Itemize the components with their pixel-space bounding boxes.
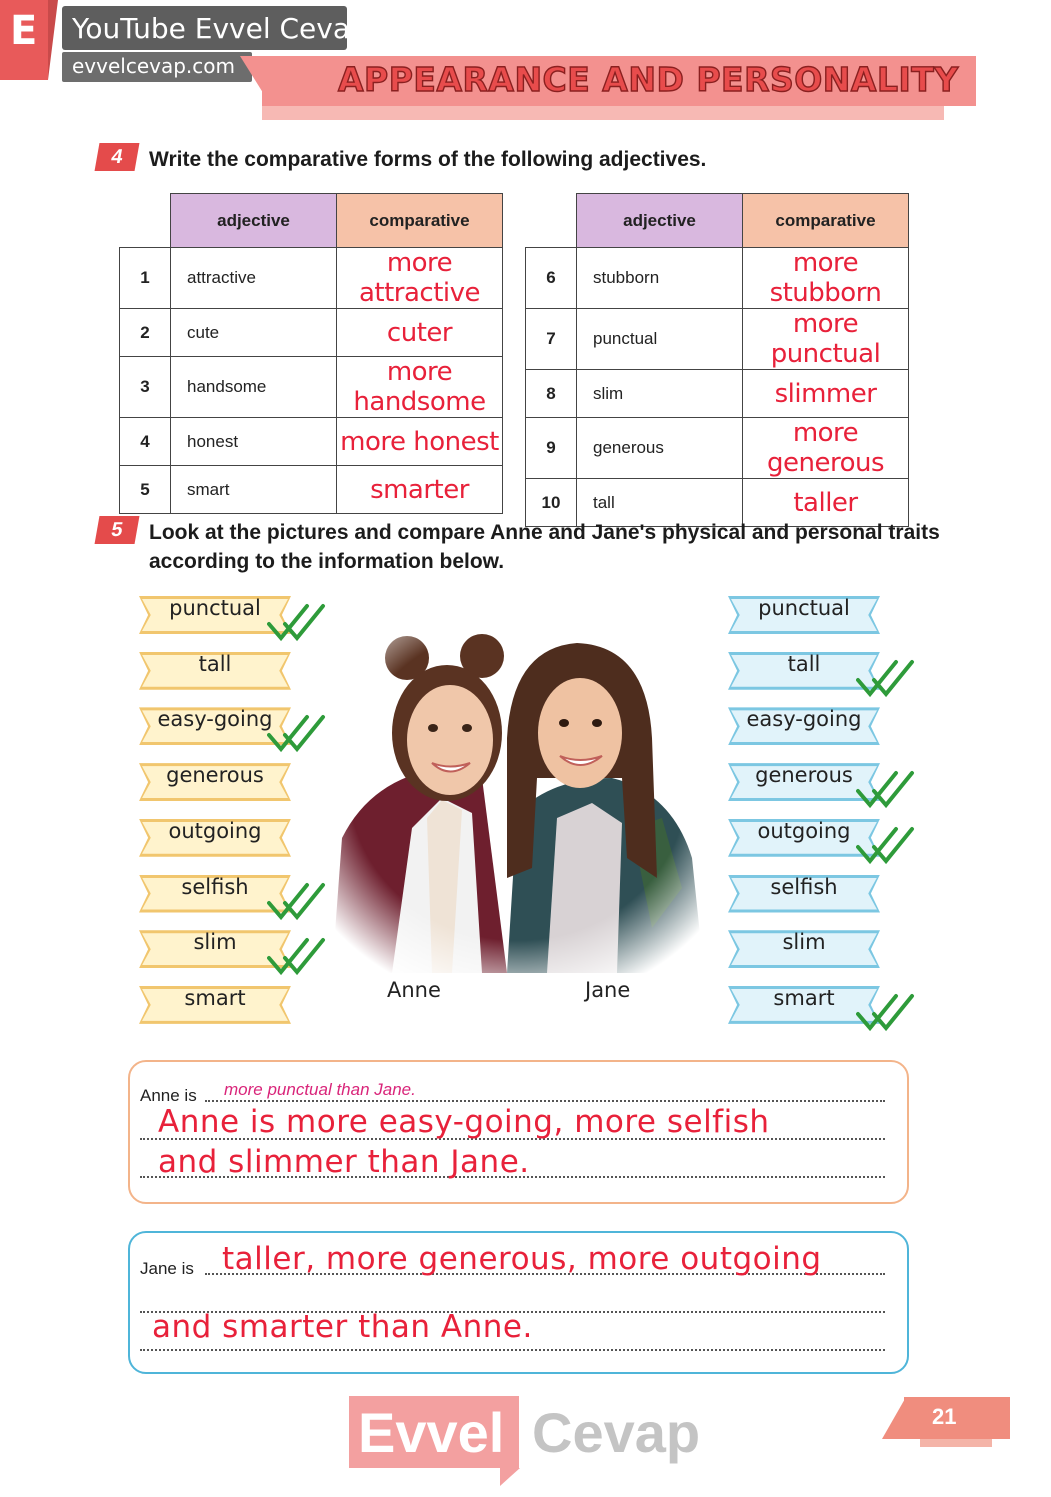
page-number-band (904, 1397, 1010, 1439)
jane-trait-tag (728, 875, 880, 913)
row-number: 10 (526, 479, 577, 527)
anne-trait-label: selfish (181, 874, 249, 899)
table-row (120, 418, 503, 466)
jane-answer-line1: taller, more generous, more outgoing (222, 1241, 822, 1277)
table-row (526, 370, 909, 418)
answer-line (205, 1100, 885, 1102)
anne-trait-tag (139, 763, 291, 801)
youtube-channel-label: YouTube Evvel Cevap (72, 12, 368, 45)
anne-trait-label: smart (184, 985, 246, 1010)
caption-anne: Anne (387, 978, 441, 1002)
exercise-5-instruction-line2: according to the information below. (149, 550, 505, 573)
footer-brand-left: Evvel (358, 1401, 505, 1464)
jane-trait-tag (728, 596, 880, 634)
row-number: 1 (120, 248, 171, 309)
adjective-cell: attractive (171, 248, 337, 309)
adjective-cell: tall (577, 479, 743, 527)
anne-answer-box (128, 1060, 909, 1204)
footer-brand-right: Cevap (532, 1401, 701, 1464)
row-number: 5 (120, 466, 171, 514)
table-row (120, 309, 503, 357)
table-row (526, 248, 909, 309)
table-row (120, 357, 503, 418)
row-number: 6 (526, 248, 577, 309)
anne-and-jane-photo (332, 628, 704, 973)
double-check-icon (267, 713, 327, 753)
comparative-table-left (119, 193, 503, 514)
col-header-comparative: comparative (337, 194, 503, 248)
anne-trait-label: outgoing (168, 818, 262, 843)
jane-trait-label: tall (787, 651, 821, 676)
anne-trait-tag (139, 819, 291, 857)
adjective-cell: cute (171, 309, 337, 357)
row-number: 4 (120, 418, 171, 466)
exercise-5-instruction-line1: Look at the pictures and compare Anne and Jane's physical and personal traits (149, 521, 940, 544)
table-row (526, 418, 909, 479)
anne-answer-line2: and slimmer than Jane. (158, 1144, 530, 1180)
row-number: 3 (120, 357, 171, 418)
row-number: 8 (526, 370, 577, 418)
logo-e-icon (0, 0, 48, 80)
exercise-5-number: 5 (95, 516, 140, 544)
jane-trait-label: punctual (758, 596, 850, 620)
page-band-edge (882, 1397, 906, 1439)
jane-trait-label: generous (755, 763, 853, 788)
double-check-icon (267, 881, 327, 921)
adjective-cell: generous (577, 418, 743, 479)
comparative-answer: more handsome (337, 357, 503, 418)
comparative-answer: more generous (743, 418, 909, 479)
caption-jane: Jane (585, 978, 631, 1002)
double-check-icon (856, 658, 916, 698)
jane-trait-label: selfish (770, 874, 838, 899)
anne-box-prefix: Anne is (140, 1086, 197, 1105)
row-number: 7 (526, 309, 577, 370)
answer-line (140, 1349, 885, 1351)
adjective-cell: punctual (577, 309, 743, 370)
double-check-icon (267, 602, 327, 642)
comparative-answer: smarter (337, 466, 503, 514)
double-check-icon (267, 936, 327, 976)
adjective-cell: stubborn (577, 248, 743, 309)
comparative-table-right (525, 193, 909, 527)
comparative-answer: taller (743, 479, 909, 527)
row-number: 9 (526, 418, 577, 479)
jane-trait-tag (728, 707, 880, 745)
adjective-cell: honest (171, 418, 337, 466)
adjective-cell: smart (171, 466, 337, 514)
anne-trait-tag (139, 986, 291, 1024)
page-number: 21 (932, 1404, 957, 1429)
exercise-4-number: 4 (95, 143, 140, 171)
jane-trait-tag (728, 930, 880, 968)
comparative-answer: more honest (337, 418, 503, 466)
unit-title: APPEARANCE AND PERSONALITY (338, 60, 959, 99)
col-header-adjective: adjective (171, 194, 337, 248)
anne-answer-line1: Anne is more easy-going, more selfish (158, 1104, 770, 1140)
anne-trait-label: punctual (169, 596, 261, 620)
jane-answer-line2: and smarter than Anne. (152, 1309, 533, 1345)
site-url: evvelcevap.com (72, 54, 235, 78)
adjective-cell: handsome (171, 357, 337, 418)
comparative-answer: cuter (337, 309, 503, 357)
comparative-answer: more attractive (337, 248, 503, 309)
jane-trait-label: slim (782, 930, 826, 955)
anne-printed-answer: more punctual than Jane. (224, 1080, 416, 1099)
footer-brand-tail (500, 1468, 520, 1486)
jane-trait-label: outgoing (757, 818, 851, 843)
col-header-adjective: adjective (577, 194, 743, 248)
double-check-icon (856, 769, 916, 809)
adjective-cell: slim (577, 370, 743, 418)
anne-trait-label: generous (166, 763, 264, 788)
page-number-underline (920, 1439, 992, 1447)
comparative-answer: slimmer (743, 370, 909, 418)
table-row (526, 309, 909, 370)
comparative-answer: more punctual (743, 309, 909, 370)
anne-trait-label: tall (198, 651, 232, 676)
title-band-shadow (262, 106, 944, 120)
anne-trait-tag (139, 652, 291, 690)
exercise-4-instruction: Write the comparative forms of the following adjectives. (149, 148, 707, 171)
table-row (120, 248, 503, 309)
anne-trait-label: slim (193, 930, 237, 955)
anne-trait-label: easy-going (157, 707, 273, 732)
jane-box-prefix: Jane is (140, 1259, 194, 1278)
row-number: 2 (120, 309, 171, 357)
jane-answer-box (128, 1231, 909, 1374)
logo-letter: E (10, 8, 38, 54)
double-check-icon (856, 825, 916, 865)
col-header-comparative: comparative (743, 194, 909, 248)
jane-trait-label: smart (773, 985, 835, 1010)
jane-trait-label: easy-going (746, 707, 862, 732)
table-row (120, 466, 503, 514)
double-check-icon (856, 992, 916, 1032)
comparative-answer: more stubborn (743, 248, 909, 309)
